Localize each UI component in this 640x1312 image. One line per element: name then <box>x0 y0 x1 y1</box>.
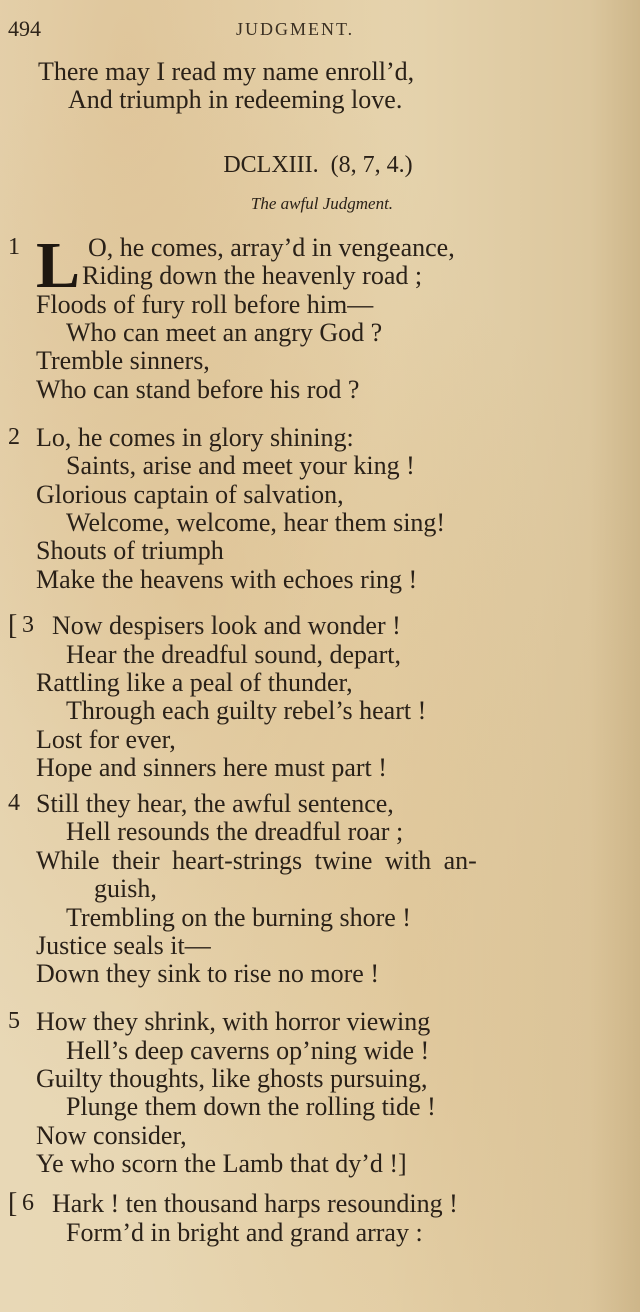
verse-line: Lo, he comes in glory shining: <box>36 423 354 452</box>
hymn-meter: (8, 7, 4.) <box>330 152 413 178</box>
verse-line: While their heart-strings twine with an- <box>36 846 477 875</box>
verse-line: Now consider, <box>36 1121 187 1150</box>
verse-line: Guilty thoughts, like ghosts pursuing, <box>36 1064 428 1093</box>
verse-line: Plunge them down the rolling tide ! <box>66 1092 436 1121</box>
drop-cap: L <box>36 229 81 302</box>
verse-line: Down they sink to rise no more ! <box>36 959 380 988</box>
hymn-number: DCLXIII. <box>223 152 319 178</box>
verse-line: Glorious captain of salvation, <box>36 480 344 509</box>
bracket-open: [ <box>8 1188 18 1219</box>
verse-line: Form’d in bright and grand array : <box>66 1218 423 1247</box>
verse-number: 6 <box>22 1190 34 1216</box>
hymn-heading <box>0 152 640 179</box>
verse-number: 2 <box>8 424 20 450</box>
hymn-title: The awful Judgment. <box>250 194 394 213</box>
verse-line: Hark ! ten thousand harps resounding ! <box>52 1189 458 1218</box>
verse-line: Welcome, welcome, hear them sing! <box>66 508 446 537</box>
verse-line: guish, <box>94 874 157 903</box>
verse-line: Now despisers look and wonder ! <box>52 611 401 640</box>
verse-line: Who can stand before his rod ? <box>36 375 360 404</box>
verse-line: Lost for ever, <box>36 725 176 754</box>
verse-line: Shouts of triumph <box>36 536 224 565</box>
verse-line: Still they hear, the awful sentence, <box>36 789 394 818</box>
verse-line: Tremble sinners, <box>36 346 210 375</box>
verse-number: 1 <box>8 234 20 260</box>
verse-line: Justice seals it— <box>36 931 211 960</box>
verse-line: Riding down the heavenly road ; <box>82 261 423 290</box>
verse-line: Ye who scorn the Lamb that dy’d !] <box>36 1149 407 1178</box>
verse-number: 4 <box>8 790 20 816</box>
verse-line: Trembling on the burning shore ! <box>66 903 411 932</box>
previous-hymn-line: And triumph in redeeming love. <box>68 85 403 114</box>
verse-line: Hear the dreadful sound, depart, <box>66 640 401 669</box>
verse-line: Through each guilty rebel’s heart ! <box>66 696 427 725</box>
verse-line: Hell resounds the dreadful roar ; <box>66 817 404 846</box>
verse-line: Make the heavens with echoes ring ! <box>36 565 418 594</box>
page-header <box>0 14 640 44</box>
verse-line: Who can meet an angry God ? <box>66 318 383 347</box>
verse-line: O, he comes, array’d in vengeance, <box>88 233 455 262</box>
previous-hymn-line: There may I read my name enroll’d, <box>38 57 415 86</box>
verse-line: How they shrink, with horror viewing <box>36 1007 431 1036</box>
bracket-open: [ <box>8 610 18 641</box>
verse-line: Rattling like a peal of thunder, <box>36 668 353 697</box>
verse-line: Saints, arise and meet your king ! <box>66 451 415 480</box>
verse-number: 5 <box>8 1008 20 1034</box>
verse-line: Floods of fury roll before him— <box>36 290 374 319</box>
verse-number: 3 <box>22 612 34 638</box>
verse-line: Hell’s deep caverns op’ning wide ! <box>66 1036 430 1065</box>
verse-line: Hope and sinners here must part ! <box>36 753 387 782</box>
page-number: 494 <box>8 16 41 41</box>
running-head: JUDGMENT. <box>236 19 355 39</box>
